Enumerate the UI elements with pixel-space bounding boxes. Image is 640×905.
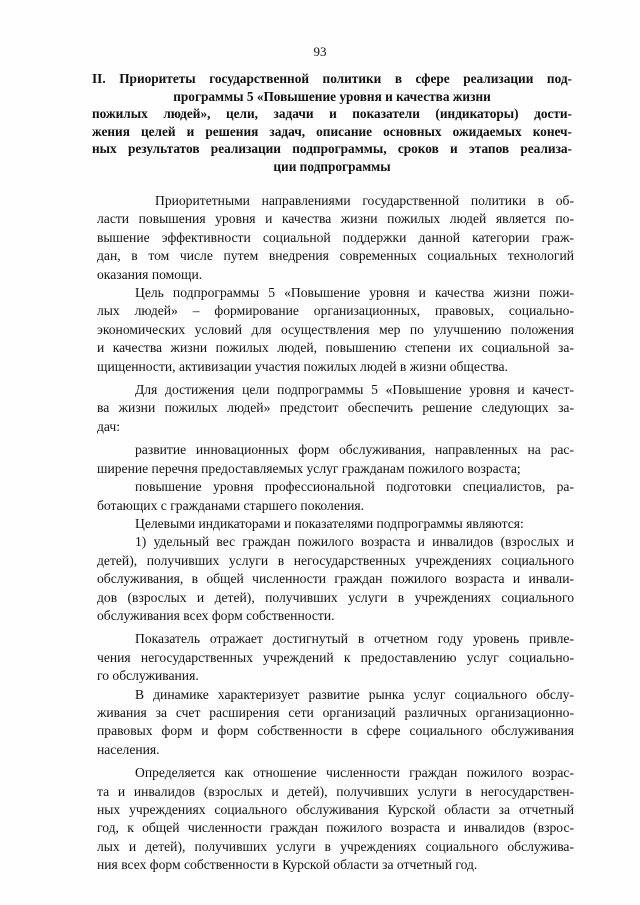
text-line: ширение перечня предоставляемых услуг гражданам пожилого возраста; — [97, 460, 521, 476]
paragraph-indicators-intro — [97, 515, 574, 533]
heading-line: ции подпрограммы — [273, 158, 391, 174]
text-line: вышение эффективности социальной поддержки данной категории граж- — [97, 229, 574, 245]
text-line: щищенности, активизации участия пожилых людей в жизни общества. — [97, 358, 508, 374]
paragraph-definition — [97, 764, 574, 874]
text-line: В динамике характеризует развитие рынка услуг социального обслу- — [135, 686, 574, 702]
text-line: населения. — [97, 741, 160, 757]
paragraph-priorities — [97, 192, 574, 284]
text-line: Показатель отражает достигнутый в отчетном году уровень привле- — [135, 631, 574, 647]
text-line: правовых форм и форм собственности в сфере социального обслуживания — [97, 723, 574, 739]
text-line: 1) удельный вес граждан пожилого возраста и инвалидов (взрослых и — [135, 534, 574, 550]
paragraph-tasks-intro — [97, 381, 574, 436]
text-line: повышение уровня профессиональной подготовки специалистов, ра- — [135, 479, 574, 495]
text-line: лых и детей), получивших услуги в учреждениях социального обслужива- — [97, 838, 574, 854]
text-line: го обслуживания. — [97, 668, 199, 684]
text-line: живания за счет расширения сети организаций различных организационно- — [97, 704, 574, 720]
text-line: обслуживания всех форм собственности. — [97, 607, 335, 623]
text-line: ных учреждениях социального обслуживания Курской области за отчетный — [97, 802, 574, 817]
text-line: детей), получивших услуги в негосударственных учреждениях социального — [97, 552, 574, 568]
paragraph-goal — [97, 284, 574, 376]
heading-line: ных результатов реализации подпрограммы, сроков и этапов реализа- — [92, 141, 572, 157]
paragraph-task-1 — [97, 441, 574, 478]
heading-line: пожилых людей», цели, задачи и показатели (индикаторы) дости- — [92, 106, 572, 122]
text-line: обслуживания, в общей численности граждан пожилого возраста и инвали- — [97, 571, 574, 587]
text-line: год, к общей численности граждан пожилого возраста и инвалидов (взрос- — [97, 820, 574, 836]
text-line: Для достижения цели подпрограммы 5 «Повышение уровня и качест- — [135, 382, 574, 398]
heading-line: программы 5 «Повышение уровня и качества жизни — [173, 88, 491, 104]
text-line: развитие инновационных форм обслуживания, направленных на рас- — [135, 442, 574, 458]
paragraph-dynamics — [97, 686, 574, 760]
text-line: ботающих с гражданами старшего поколения. — [97, 497, 365, 513]
text-line: та и инвалидов (взрослых и детей), получивших услуги в негосударствен- — [97, 783, 574, 799]
heading-line: II. Приоритеты государственной политики в сфере реализации под- — [92, 71, 572, 86]
text-line: дов (взрослых и детей), получивших услуги в учреждениях социального — [97, 589, 574, 605]
text-line: дан, в том числе путем внедрения современных социальных технологий — [97, 248, 574, 264]
paragraph-indicator-meaning — [97, 630, 574, 685]
text-line: ласти повышения уровня и качества жизни пожилых людей является по- — [97, 211, 574, 227]
section-heading — [92, 70, 572, 176]
text-line: оказания помощи. — [97, 266, 203, 282]
text-line: дач: — [97, 418, 121, 434]
text-line: Приоритетными направлениями государственной политики в об- — [155, 193, 574, 208]
text-line: ва жизни пожилых людей» предстоит обеспечить решение следующих за- — [97, 400, 574, 416]
paragraph-indicator-1 — [97, 533, 574, 625]
text-line: чения негосударственных учреждений к предоставлению услуг социально- — [97, 649, 574, 665]
paragraph-task-2 — [97, 478, 574, 515]
page-number: 93 — [313, 44, 327, 59]
heading-line: жения целей и решения задач, описание основных ожидаемых конеч- — [92, 123, 572, 139]
text-line: экономических условий для осуществления мер по улучшению положения — [97, 321, 574, 337]
text-line: Определяется как отношение численности граждан пожилого возрас- — [135, 765, 574, 781]
text-line: и качества жизни пожилых людей, повышению степени их социальной за- — [97, 340, 574, 356]
text-line: ния всех форм собственности в Курской области за отчетный год. — [97, 857, 478, 873]
body-text — [97, 187, 574, 875]
text-line: Целевыми индикаторами и показателями подпрограммы являются: — [135, 515, 524, 531]
text-line: лых людей» – формирование организационных, правовых, социально- — [97, 303, 574, 319]
text-line: Цель подпрограммы 5 «Повышение уровня и качества жизни пожи- — [135, 285, 574, 301]
